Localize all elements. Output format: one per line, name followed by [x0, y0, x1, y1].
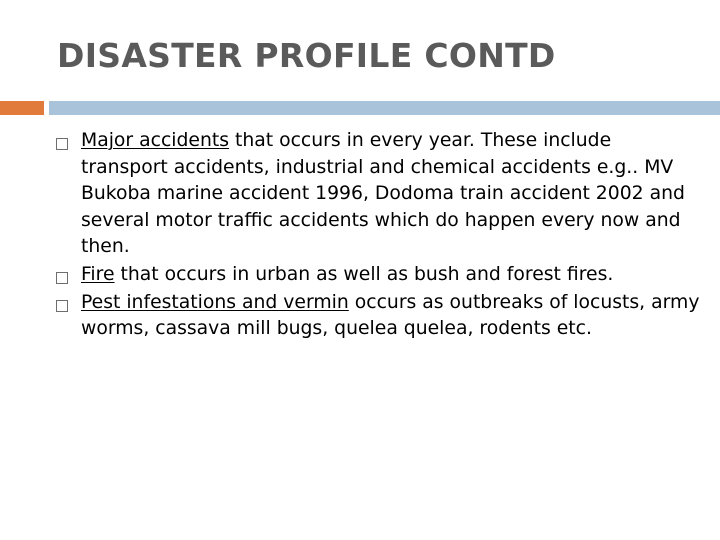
bullet-text: that occurs in urban as well as bush and forest fires. — [114, 263, 614, 285]
bullet-item-major-accidents — [0, 128, 720, 261]
bullet-text: that occurs in every year. These include transport accidents, industrial and chemical accidents e.g.. MV Bukoba marine accident 1996, Dodoma train accident 2002 and several motor traffic accidents which do happen every now and then. — [81, 130, 685, 258]
bullet-item-pest-infestations — [0, 290, 720, 343]
slide-title: DISASTER PROFILE CONTD — [57, 36, 556, 75]
square-bullet-icon — [56, 300, 68, 312]
bullet-list — [0, 128, 720, 344]
square-bullet-icon — [56, 272, 68, 284]
bullet-term: Major accidents — [81, 130, 230, 151]
square-bullet-icon — [56, 138, 68, 150]
bullet-term: Fire — [81, 263, 115, 285]
title-accent-bar — [0, 101, 44, 115]
bullet-term: Pest infestations and vermin — [81, 291, 349, 313]
title-rule-bar — [49, 101, 720, 115]
bullet-text: occurs as outbreaks of locusts, army worms, cassava mill bugs, quelea quelea, rodents etc. — [81, 291, 700, 340]
bullet-item-fire — [0, 262, 720, 289]
